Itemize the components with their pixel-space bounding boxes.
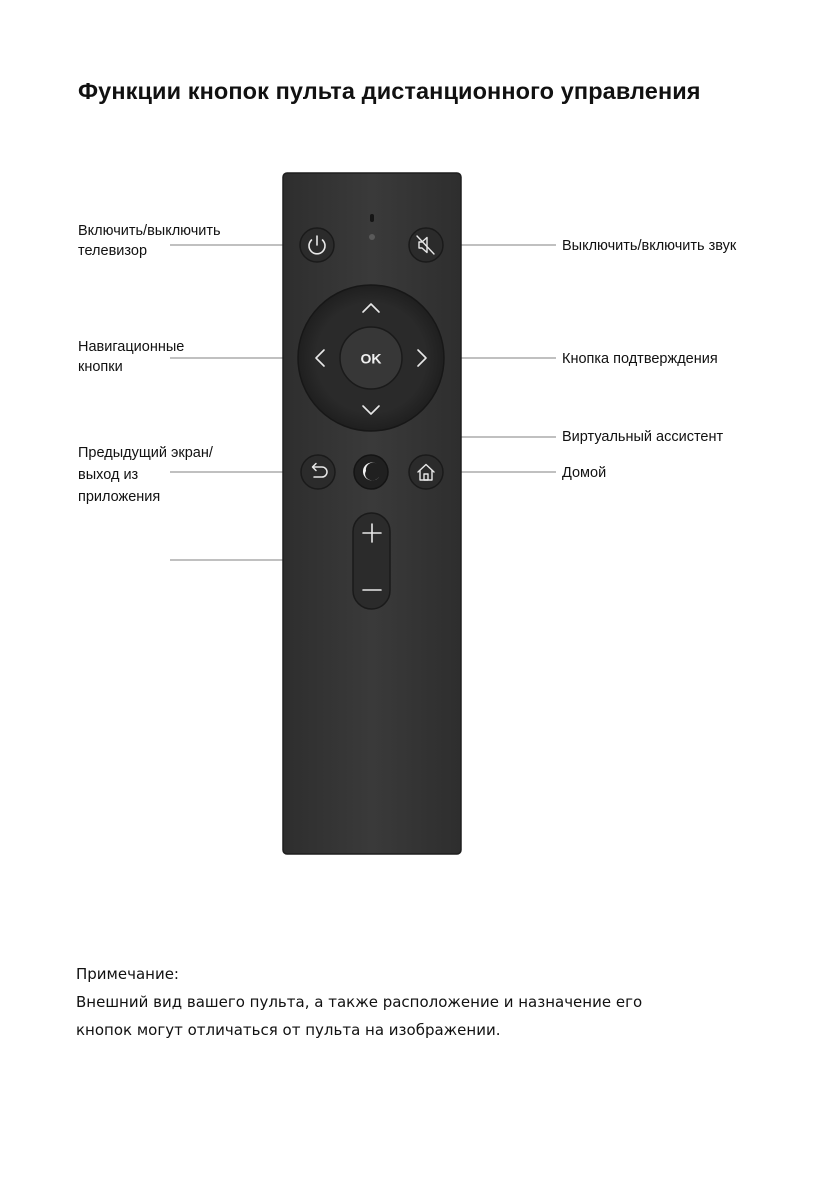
mute-button[interactable]	[409, 228, 443, 262]
ok-button[interactable]	[340, 327, 402, 389]
power-button[interactable]	[300, 228, 334, 262]
label-back-line-1: Предыдущий экран/	[78, 445, 213, 461]
label-back-line-3: приложения	[78, 489, 161, 505]
label-mute: Выключить/включить звук	[562, 238, 737, 254]
label-back-line-2: выход из	[78, 467, 139, 483]
back-button[interactable]	[301, 455, 335, 489]
assistant-button[interactable]	[354, 455, 388, 489]
page-title: Функции кнопок пульта дистанционного управления	[78, 78, 701, 104]
note-line-1: Внешний вид вашего пульта, а также расположение и назначение его	[76, 993, 643, 1011]
label-power-line-2: телевизор	[78, 243, 148, 259]
note-block	[76, 960, 642, 1044]
label-ok-confirm: Кнопка подтверждения	[562, 351, 718, 367]
home-button[interactable]	[409, 455, 443, 489]
indicator-led	[369, 234, 375, 240]
microphone-hole	[370, 214, 374, 222]
label-navigation-line-2: кнопки	[78, 359, 123, 375]
label-home: Домой	[562, 465, 607, 481]
note-line-2: кнопок могут отличаться от пульта на изображении.	[76, 1021, 501, 1039]
ok-label: OK	[360, 350, 382, 367]
label-assistant: Виртуальный ассистент	[562, 429, 724, 445]
label-power-line-1: Включить/выключить	[78, 223, 221, 239]
note-heading: Примечание:	[76, 965, 179, 983]
label-navigation-line-1: Навигационные	[78, 339, 185, 355]
